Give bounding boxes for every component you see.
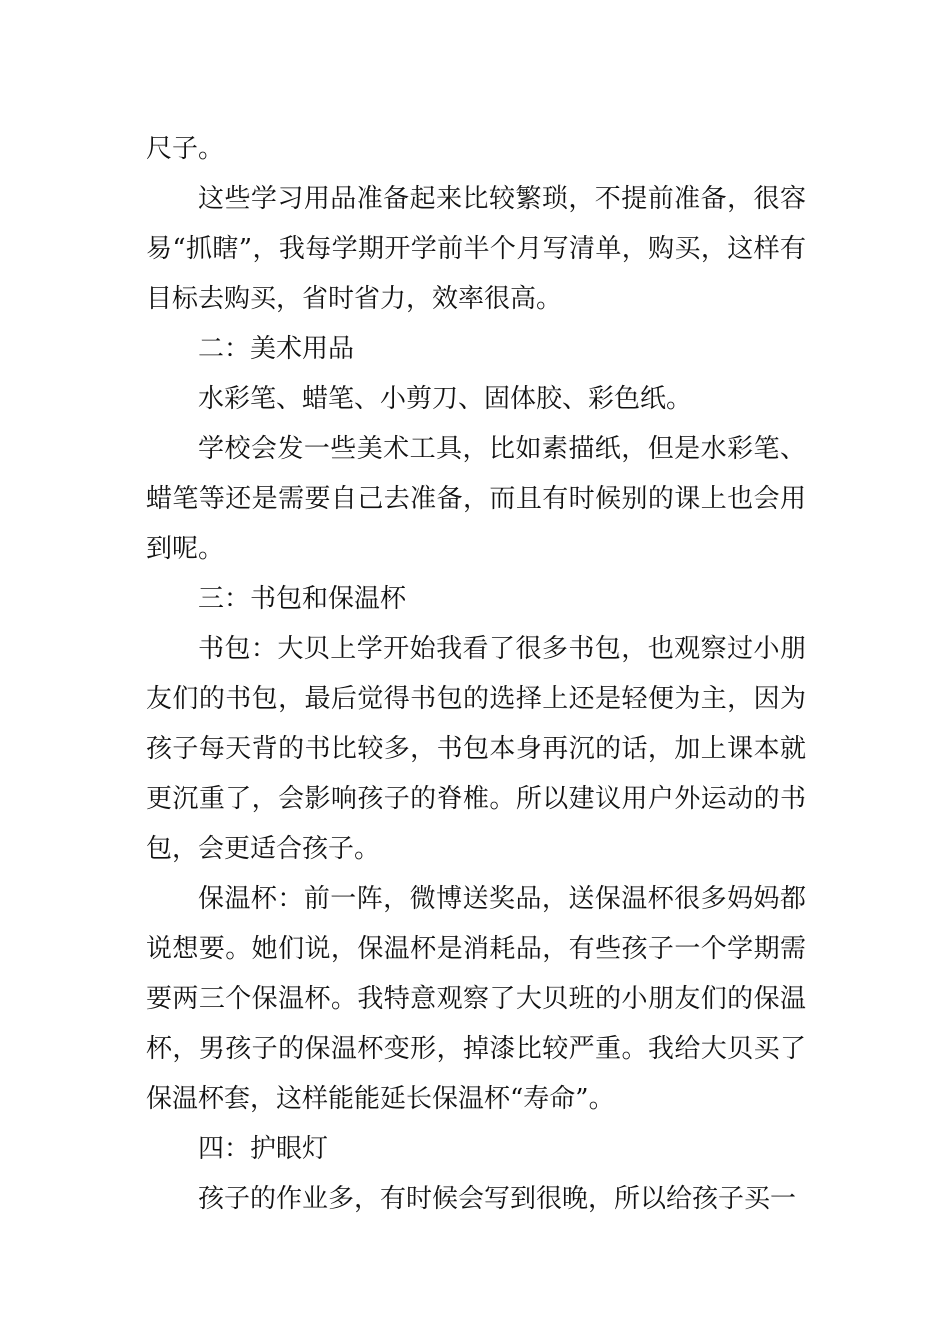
document-body (146, 124, 806, 1224)
paragraph-art-supplies-list: 水彩笔、蜡笔、小剪刀、固体胶、彩色纸。 (198, 384, 693, 414)
section-heading-bag-and-cup: 三：书包和保温杯 (198, 584, 407, 614)
section-heading-art-supplies: 二：美术用品 (198, 334, 355, 364)
paragraph-school-supplies-note: 这些学习用品准备起来比较繁琐，不提前准备，很容易“抓瞎”，我每学期开学前半个月写清单，购买，这样有目标去购买，省时省力，效率很高。 (146, 184, 806, 314)
paragraph-schoolbag: 书包：大贝上学开始我看了很多书包，也观察过小朋友们的书包，最后觉得书包的选择上还是轻便为主，因为孩子每天背的书比较多，书包本身再沉的话，加上课本就更沉重了，会影响孩子的脊椎。所以建议用户外运动的书包，会更适合孩子。 (146, 634, 806, 864)
paragraph-thermos-cup: 保温杯：前一阵，微博送奖品，送保温杯很多妈妈都说想要。她们说，保温杯是消耗品，有些孩子一个学期需要两三个保温杯。我特意观察了大贝班的小朋友们的保温杯，男孩子的保温杯变形，掉漆比较严重。我给大贝买了保温杯套，这样能能延长保温杯“寿命”。 (146, 884, 806, 1114)
section-heading-eye-lamp: 四：护眼灯 (198, 1134, 329, 1164)
paragraph-continuation: 尺子。 (146, 134, 225, 164)
paragraph-eye-lamp: 孩子的作业多，有时候会写到很晚，所以给孩子买一 (198, 1184, 797, 1214)
paragraph-art-supplies-note: 学校会发一些美术工具，比如素描纸，但是水彩笔、蜡笔等还是需要自己去准备，而且有时候别的课上也会用到呢。 (146, 434, 806, 564)
